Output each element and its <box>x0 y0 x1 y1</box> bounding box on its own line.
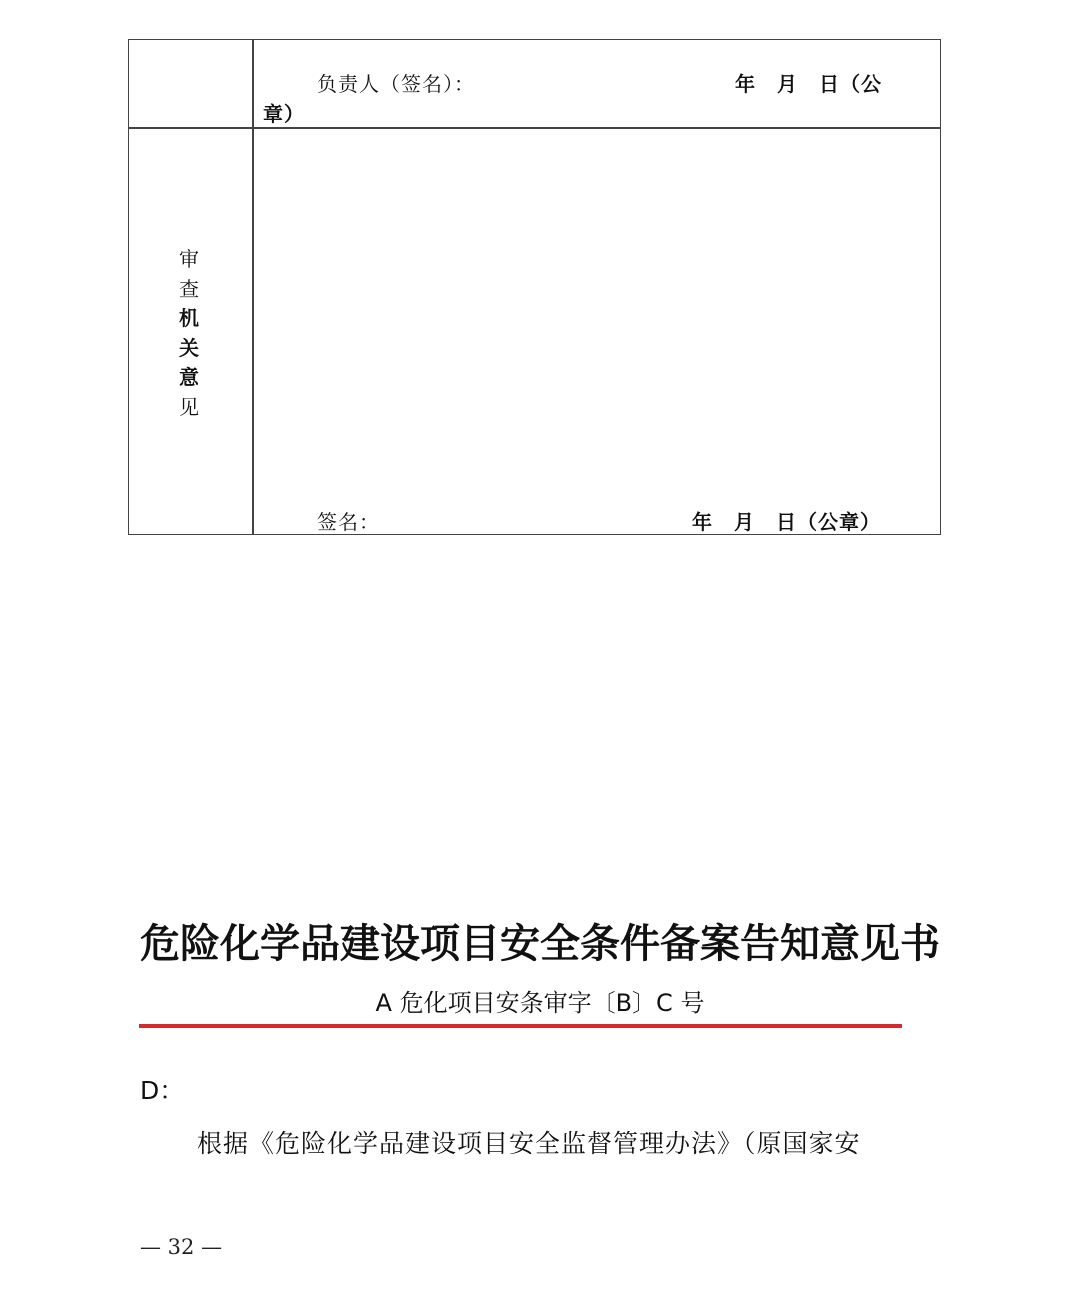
side-label-char: 审 <box>179 247 199 271</box>
side-label-char: 查 <box>179 276 199 301</box>
date-seal-label: 年 月 日（公 <box>735 72 882 96</box>
side-label-char: 机 <box>179 306 199 330</box>
side-label-char: 意 <box>179 365 199 389</box>
review-authority-opinion-label <box>174 245 204 422</box>
document-title: 危险化学品建设项目安全条件备案告知意见书 <box>140 920 940 967</box>
date-seal-label-wrap: 章） <box>263 102 305 126</box>
table-column-divider <box>252 40 254 534</box>
filing-form-table <box>128 39 941 535</box>
side-label-char: 关 <box>179 335 199 360</box>
reviewer-date-seal-label: 年 月 日（公章） <box>692 510 881 534</box>
table-row-divider <box>129 127 940 129</box>
signer-label: 负责人（签名）： <box>317 72 475 96</box>
side-label-char: 见 <box>179 394 199 419</box>
addressee: D： <box>140 1076 185 1105</box>
page-number: — 32 — <box>140 1235 223 1259</box>
document-number: A 危化项目安条审字〔B〕C 号 <box>375 989 705 1017</box>
red-divider-line <box>139 1024 902 1028</box>
body-text: 根据《危险化学品建设项目安全监督管理办法》（原国家安 <box>197 1129 861 1158</box>
reviewer-sign-label: 签名： <box>317 510 380 534</box>
